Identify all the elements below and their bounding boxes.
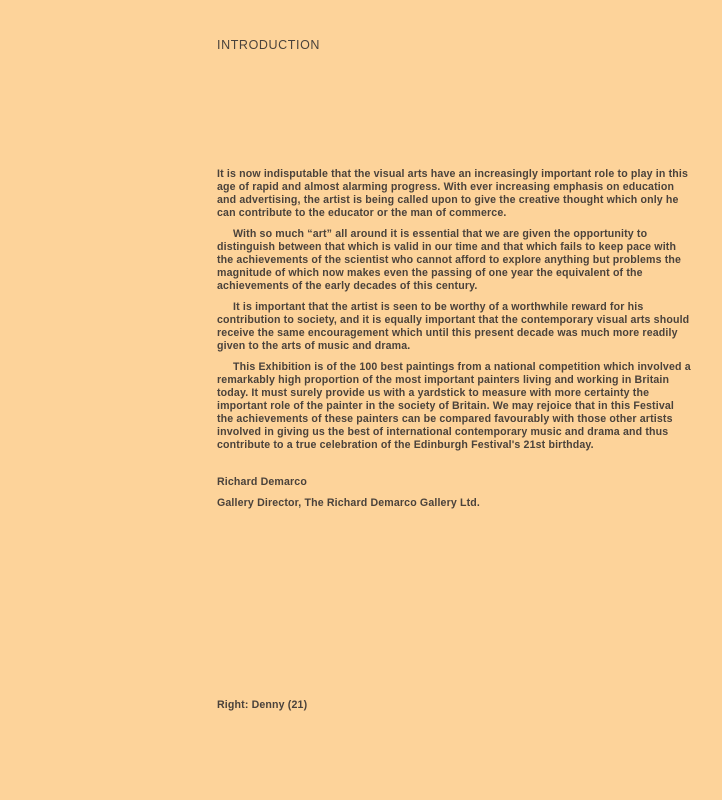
page-heading: INTRODUCTION — [217, 38, 321, 52]
paragraph-2: With so much “art” all around it is essential that we are given the opportunity to distinguish between that which is valid in our time and that which fails to keep pace with the achievements of the scientist who cannot afford to explore anything but problems the magnitude of which now makes even the passing of one year the equivalent of the achievements of the early decades of this century. — [217, 227, 682, 293]
paragraph-4: This Exhibition is of the 100 best paintings from a national competition which involved a remarkably high proportion of the most important painters living and working in Britain today. It must surely provide us with a yardstick to measure with more certainty the important role of the painter in the society of Britain. We may rejoice that in this Festival the achievements of these painters can be compared favourably with those other artists involved in giving us the best of international contemporary music and drama and thus contribute to a true celebration of the Edinburgh Festival's 21st birthday. — [217, 360, 691, 452]
paragraph-1: It is now indisputable that the visual arts have an increasingly important role to play in this age of rapid and almost alarming progress. With ever increasing emphasis on education and advertising, the artist is being called upon to give the creative thought which only he can contribute to the educator or the man of commerce. — [217, 168, 689, 220]
paragraph-3: It is important that the artist is seen to be worthy of a worthwhile reward for his contribution to society, and it is equally important that the contemporary visual arts should receive the same encouragement which until this present decade was much more readily given to the arts of music and drama. — [217, 300, 690, 353]
image-caption: Right: Denny (21) — [217, 699, 308, 711]
signature-title: Gallery Director, The Richard Demarco Gallery Ltd. — [217, 497, 481, 509]
introduction-body — [217, 168, 692, 460]
signature-name: Richard Demarco — [217, 476, 307, 488]
